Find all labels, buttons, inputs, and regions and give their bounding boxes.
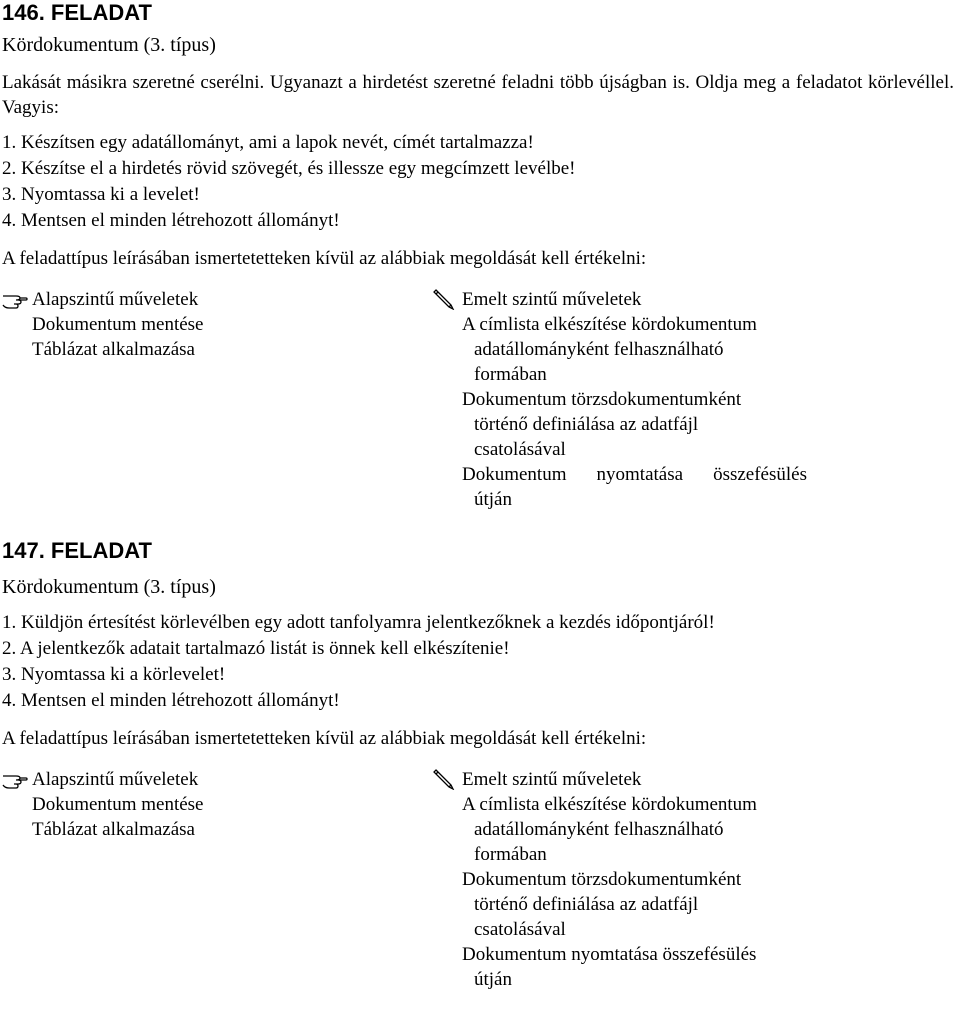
advanced-item — [432, 942, 807, 992]
advanced-operations — [432, 766, 807, 992]
task-146-eval-note: A feladattípus leírásában ismertetetteken kívül az alábbiak megoldását kell értékelni: — [2, 248, 647, 269]
step-item: 3. Nyomtassa ki a levelet! — [2, 184, 200, 205]
basic-item: Táblázat alkalmazása — [32, 339, 195, 360]
advanced-item-line: formában — [474, 364, 547, 385]
task-147-title: 147. FELADAT — [2, 538, 152, 563]
advanced-item-line: csatolásával — [474, 439, 566, 460]
task-147-criteria — [2, 766, 954, 992]
word: összefésülés — [713, 464, 807, 485]
advanced-item-line: Dokumentum törzsdokumentumként — [462, 389, 742, 410]
advanced-heading: Emelt szintű műveletek — [462, 768, 642, 790]
basic-heading: Alapszintű műveletek — [32, 768, 199, 790]
pointing-hand-icon — [2, 288, 28, 310]
task-146-subtitle: Kördokumentum (3. típus) — [2, 34, 216, 56]
basic-operations — [2, 286, 432, 512]
task-147 — [2, 538, 954, 992]
advanced-item — [432, 387, 807, 462]
step-item: 2. Készítse el a hirdetés rövid szövegét, és illessze egy megcímzett levélbe! — [2, 158, 576, 179]
advanced-heading: Emelt szintű műveletek — [462, 288, 642, 310]
pencil-icon — [432, 288, 458, 310]
advanced-item-line: Dokumentum törzsdokumentumként — [462, 869, 742, 890]
basic-item: Dokumentum mentése — [32, 314, 204, 335]
task-146-steps — [2, 130, 954, 234]
advanced-item-line — [462, 462, 807, 487]
advanced-operations — [432, 286, 807, 512]
step-item: 1. Készítsen egy adatállományt, ami a lapok nevét, címét tartalmazza! — [2, 132, 534, 153]
advanced-item-line: útján — [474, 969, 512, 990]
basic-item: Táblázat alkalmazása — [32, 819, 195, 840]
task-147-subtitle: Kördokumentum (3. típus) — [2, 576, 216, 598]
step-item: 4. Mentsen el minden létrehozott állományt! — [2, 210, 340, 231]
task-147-steps — [2, 610, 954, 714]
advanced-item-line: adatállományként felhasználható — [474, 819, 724, 840]
advanced-item-line: történő definiálása az adatfájl — [474, 414, 699, 435]
advanced-item — [432, 312, 807, 387]
advanced-item-line: A címlista elkészítése kördokumentum — [462, 794, 757, 815]
step-item: 4. Mentsen el minden létrehozott állományt! — [2, 690, 340, 711]
step-item: 1. Küldjön értesítést körlevélben egy adott tanfolyamra jelentkezőknek a kezdés időpontjáról! — [2, 612, 715, 633]
word: nyomtatása — [596, 464, 684, 485]
step-item: 3. Nyomtassa ki a körlevelet! — [2, 664, 226, 685]
basic-operations — [2, 766, 432, 992]
advanced-item — [432, 462, 807, 512]
advanced-item-line: történő definiálása az adatfájl — [474, 894, 699, 915]
task-146-title: 146. FELADAT — [2, 0, 152, 25]
word: Dokumentum — [462, 464, 567, 485]
advanced-item — [432, 792, 807, 867]
pencil-icon — [432, 768, 458, 790]
advanced-item — [432, 867, 807, 942]
task-147-eval-note: A feladattípus leírásában ismertetetteken kívül az alábbiak megoldását kell értékelni: — [2, 728, 647, 749]
step-item: 2. A jelentkezők adatait tartalmazó listát is önnek kell elkészítenie! — [2, 638, 510, 659]
advanced-item-line: A címlista elkészítése kördokumentum — [462, 314, 757, 335]
task-146 — [2, 0, 954, 512]
advanced-item-line: Dokumentum nyomtatása összefésülés — [462, 944, 757, 965]
task-146-criteria — [2, 286, 954, 512]
task-146-intro: Lakását másikra szeretné cserélni. Ugyanazt a hirdetést szeretné feladni több újságban is. Oldja meg a feladatot körlevéllel. Vagyis: — [2, 72, 954, 118]
basic-heading: Alapszintű műveletek — [32, 288, 199, 310]
advanced-item-line: útján — [474, 489, 512, 510]
advanced-item-line: adatállományként felhasználható — [474, 339, 724, 360]
basic-item: Dokumentum mentése — [32, 794, 204, 815]
pointing-hand-icon — [2, 768, 28, 790]
advanced-item-line: formában — [474, 844, 547, 865]
advanced-item-line: csatolásával — [474, 919, 566, 940]
